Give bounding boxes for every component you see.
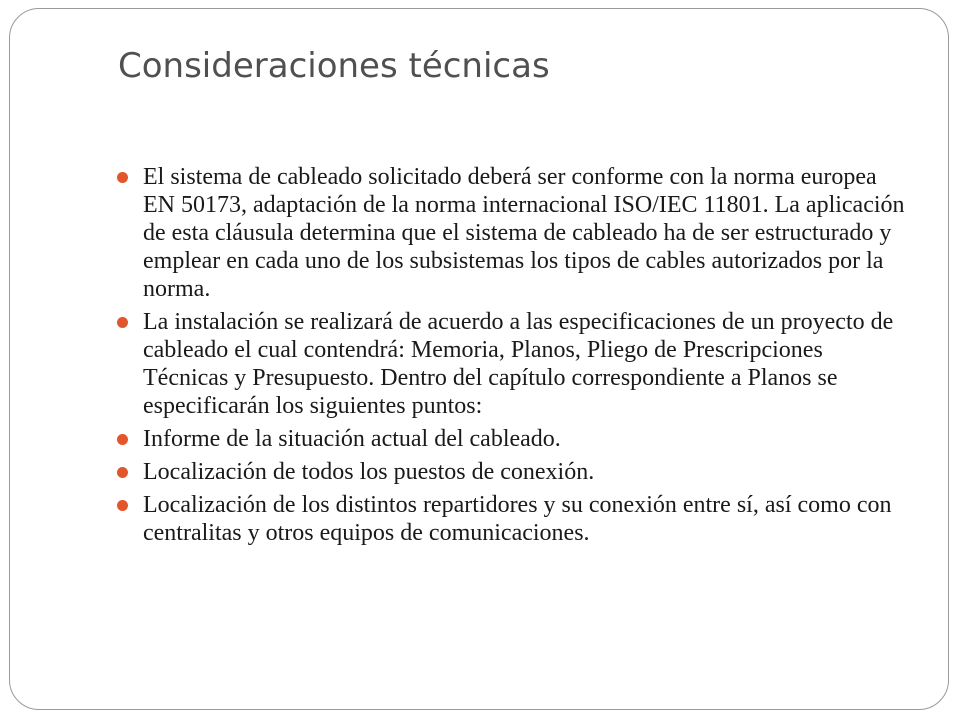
- bullet-dot-icon: [117, 317, 128, 328]
- bullet-dot-icon: [117, 172, 128, 183]
- bullet-text: El sistema de cableado solicitado deberá ser conforme con la norma europea EN 50173, adaptación de la norma internacional ISO/IEC 11801. La aplicación de esta cláusula determina que el sistema de cableado ha de ser estructurado y emplear en cada uno de los subsistemas los tipos de cables autorizados por la norma.: [143, 164, 905, 302]
- bullet-item: [115, 308, 905, 420]
- bullet-dot-icon: [117, 500, 128, 511]
- bullet-dot-icon: [117, 434, 128, 445]
- bullet-item: [115, 491, 905, 547]
- slide-frame: [9, 8, 949, 710]
- bullet-text: Localización de todos los puestos de conexión.: [143, 459, 595, 485]
- bullet-dot-icon: [117, 467, 128, 478]
- slide-title: Consideraciones técnicas: [118, 46, 550, 86]
- bullet-item: [115, 458, 905, 486]
- bullet-text: Informe de la situación actual del cableado.: [143, 426, 561, 452]
- bullet-item: [115, 425, 905, 453]
- bullet-list: [115, 163, 905, 552]
- bullet-text: La instalación se realizará de acuerdo a las especificaciones de un proyecto de cableado el cual contendrá: Memoria, Planos, Pliego de Prescripciones Técnicas y Presupuesto. Dentro del capítulo correspondiente a Planos se especificarán los siguientes puntos:: [143, 309, 894, 419]
- bullet-item: [115, 163, 905, 303]
- bullet-text: Localización de los distintos repartidores y su conexión entre sí, así como con centralitas y otros equipos de comunicaciones.: [143, 492, 892, 546]
